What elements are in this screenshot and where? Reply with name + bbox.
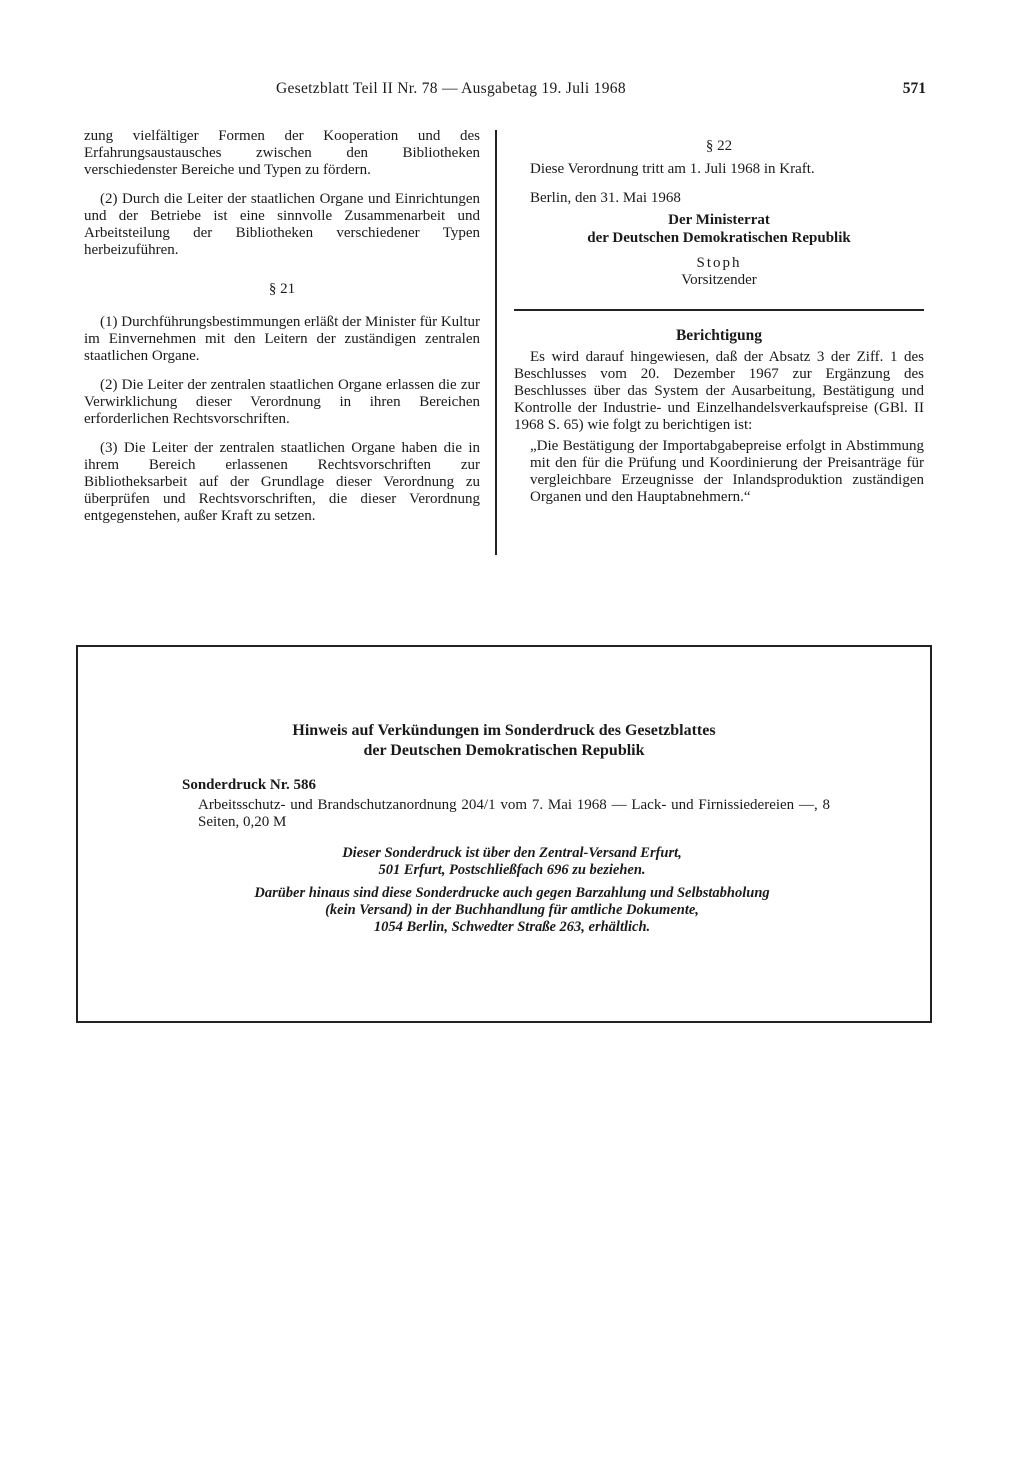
additional-line-2: (kein Versand) in der Buchhandlung für amtliche Dokumente,	[325, 902, 699, 918]
correction-text: Es wird darauf hingewiesen, daß der Absatz 3 der Ziff. 1 des Beschlusses vom 20. Dezember 1967 zur Ergänzung des Beschlusses über das System der Ausarbeitung, Bestätigung und Kontrolle der Industrie- und Einzelhandelsverkaufspreise (GBl. II 1968 S. 65) wie folgt zu berichtigen ist:	[514, 349, 924, 433]
additional-line-3: 1054 Berlin, Schwedter Straße 263, erhältlich.	[373, 919, 651, 935]
right-column	[514, 138, 924, 506]
sonderdruck-number: Sonderdruck Nr. 586	[182, 777, 317, 793]
signer-title: Vorsitzender	[681, 272, 757, 288]
sonderdruck-description: Arbeitsschutz- und Brandschutzanordnung 204/1 vom 7. Mai 1968 — Lack- und Firnissiedereien —, 8 Seiten, 0,20 M	[198, 797, 830, 830]
notice-title-line-2: der Deutschen Demokratischen Republik	[363, 742, 645, 759]
section-22-text: Diese Verordnung tritt am 1. Juli 1968 in Kraft.	[530, 161, 815, 177]
availability-note	[182, 845, 842, 879]
sonderdruck-notice-box	[76, 645, 932, 1023]
notice-title	[78, 721, 930, 761]
paragraph-continuation: zung vielfältiger Formen der Kooperation und des Erfahrungsaustausches zwischen den Bibliotheken verschiedenster Bereiche und Typen zu fördern.	[84, 128, 480, 178]
left-column	[84, 128, 480, 525]
correction-heading: Berichtigung	[675, 327, 763, 344]
signatory-line-2: der Deutschen Demokratischen Republik	[587, 230, 851, 246]
correction-quote: „Die Bestätigung der Importabgabepreise erfolgt in Abstimmung mit den für die Prüfung und Koordinierung der Preisanträge für vergleichbare Erzeugnisse der Inlandsproduktion zuständigen Organen und den Hauptabnehmern.“	[530, 438, 924, 505]
gazette-issue-title: Gesetzblatt Teil II Nr. 78 — Ausgabetag 19. Juli 1968	[276, 80, 626, 97]
additional-note	[182, 885, 842, 936]
page-number: 571	[902, 80, 926, 97]
column-divider	[495, 130, 497, 555]
place-date: Berlin, den 31. Mai 1968	[530, 190, 681, 206]
availability-line-1: Dieser Sonderdruck ist über den Zentral-Versand Erfurt,	[342, 845, 682, 861]
section-21-paragraph-1: (1) Durchführungsbestimmungen erläßt der Minister für Kultur im Einvernehmen mit den Leitern der zuständigen zentralen staatlichen Organe.	[84, 314, 480, 364]
page-header	[96, 80, 926, 104]
section-separator	[514, 309, 924, 311]
section-21-paragraph-2: (2) Die Leiter der zentralen staatlichen Organe erlassen die zur Verwirklichung dieser Verordnung in ihren Bereichen erforderlichen Rechtsvorschriften.	[84, 377, 480, 427]
section-21-paragraph-3: (3) Die Leiter der zentralen staatlichen Organe haben die in ihrem Bereich erlassenen Rechtsvorschriften zur Bibliotheksarbeit auf der Grundlage dieser Verordnung zu überprüfen und Rechtsvorschriften, die dieser Verordnung entgegenstehen, außer Kraft zu setzen.	[84, 440, 480, 524]
paragraph-2: (2) Durch die Leiter der staatlichen Organe und Einrichtungen und der Betriebe ist eine sinnvolle Zusammenarbeit und Arbeitsteilung der Bibliotheken verschiedener Typen herbeizuführen.	[84, 191, 480, 258]
availability-line-2: 501 Erfurt, Postschließfach 696 zu beziehen.	[378, 862, 646, 878]
section-22-heading: § 22	[705, 138, 733, 154]
signer-name: Stoph	[696, 255, 742, 271]
additional-line-1: Darüber hinaus sind diese Sonderdrucke auch gegen Barzahlung und Selbstabholung	[254, 885, 770, 901]
section-21-heading: § 21	[268, 281, 296, 297]
notice-title-line-1: Hinweis auf Verkündungen im Sonderdruck des Gesetzblattes	[292, 722, 716, 739]
signatory-line-1: Der Ministerrat	[668, 212, 770, 228]
sonderdruck-description-wrap	[198, 797, 830, 831]
